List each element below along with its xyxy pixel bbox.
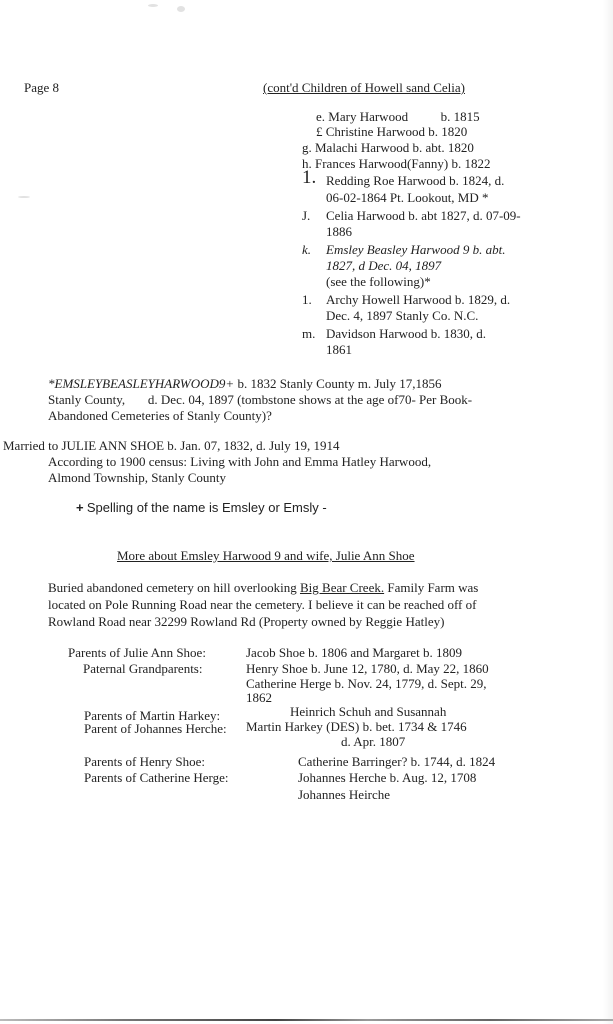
burial-line-2: located on Pole Running Road near the cemetery. I believe it can be reached off of (48, 597, 477, 612)
row-value: Catherine Herge b. Nov. 24, 1779, d. Sept. 29, (246, 676, 487, 691)
emsley-name: *EMSLEYBEASLEYHARWOOD9+ (48, 376, 235, 391)
spelling-note-text: Spelling of the name is Emsley or Emsly - (86, 500, 327, 515)
emsley-line-2: Stanly County, d. Dec. 04, 1897 (tombstone shows at the age of70- Per Book- (48, 392, 473, 407)
scan-smudge (177, 6, 185, 12)
emsley-line-3: Abandoned Cemeteries of Stanly County)? (48, 408, 272, 423)
row-label: Parent of Johannes Herche: (84, 721, 227, 736)
row-value: Heinrich Schuh and Susannah (290, 704, 447, 719)
list-item (302, 156, 490, 171)
emsley-birth-marriage: b. 1832 Stanly County m. July 17,1856 (234, 376, 442, 391)
item-label: £ (316, 124, 323, 139)
big-bear-creek-link: Big Bear Creek. (299, 580, 385, 595)
burial-line-3: Rowland Road near 32299 Rowland Rd (Property owned by Reggie Hatley) (48, 614, 445, 629)
item-label: k. (302, 242, 312, 257)
item-note: (see the following)* (326, 274, 431, 289)
item-text: 1886 (326, 224, 352, 239)
row-value: d. Apr. 1807 (341, 734, 406, 749)
scan-smudge (148, 4, 158, 7)
item-text: Davidson Harwood b. 1830, d. (326, 326, 486, 341)
row-label: Parents of Catherine Herge: (84, 770, 229, 785)
row-label: Parents of Henry Shoe: (84, 754, 205, 769)
item-label: h. (302, 156, 312, 171)
item-text: Mary Harwood b. 1815 (328, 109, 480, 124)
scan-smudge (18, 196, 30, 198)
item-label: g. (302, 140, 312, 155)
item-label: 1. (302, 167, 317, 188)
row-label: Parents of Julie Ann Shoe: (68, 645, 206, 660)
row-label: Paternal Grandparents: (83, 661, 203, 676)
row-value: Martin Harkey (DES) b. bet. 1734 & 1746 (246, 719, 467, 734)
item-label: m. (302, 326, 316, 341)
list-item (316, 124, 467, 139)
item-text: Dec. 4, 1897 Stanly Co. N.C. (326, 308, 479, 323)
scan-edge-shadow (603, 0, 613, 1024)
row-label: Parents of Martin Harkey: (84, 708, 221, 723)
row-value: 1862 (246, 690, 272, 705)
item-text: 1861 (326, 342, 352, 357)
burial-line-1 (48, 580, 478, 595)
item-text: Redding Roe Harwood b. 1824, d. (326, 173, 505, 188)
item-text: Celia Harwood b. abt 1827, d. 07-09- (326, 208, 521, 223)
row-value: Henry Shoe b. June 12, 1780, d. May 22, 1860 (246, 661, 489, 676)
row-value: Johannes Heirche (298, 787, 391, 802)
item-text: Emsley Beasley Harwood 9 b. abt. (326, 242, 506, 257)
item-text: 1827, d Dec. 04, 1897 (326, 258, 442, 273)
census-line: According to 1900 census: Living with John and Emma Hatley Harwood, (48, 454, 432, 469)
item-text: Malachi Harwood b. abt. 1820 (315, 140, 474, 155)
list-item (316, 109, 480, 124)
list-item (302, 140, 474, 155)
burial-text: Family Farm was (384, 580, 479, 595)
emsley-line-1 (48, 376, 442, 391)
item-text: Christine Harwood b. 1820 (325, 124, 468, 139)
item-label: 1. (302, 292, 312, 307)
section-title: (cont'd Children of Howell sand Celia) (263, 80, 465, 95)
spelling-note (76, 500, 327, 515)
item-text: 06-02-1864 Pt. Lookout, MD * (326, 190, 489, 205)
row-value: Jacob Shoe b. 1806 and Margaret b. 1809 (246, 645, 463, 660)
row-value: Catherine Barringer? b. 1744, d. 1824 (298, 754, 496, 769)
township-line: Almond Township, Stanly County (48, 470, 226, 485)
item-text: Frances Harwood(Fanny) b. 1822 (315, 156, 491, 171)
more-about-heading: More about Emsley Harwood 9 and wife, Julie Ann Shoe (117, 548, 415, 563)
page-number: Page 8 (24, 80, 60, 95)
marriage-line: Married to JULIE ANN SHOE b. Jan. 07, 1832, d. July 19, 1914 (3, 438, 340, 453)
item-label: e. (316, 109, 326, 124)
item-label: J. (302, 208, 311, 223)
item-text: Archy Howell Harwood b. 1829, d. (326, 292, 511, 307)
plus-symbol: + (76, 500, 84, 515)
page-bottom-edge (0, 1019, 613, 1021)
row-value: Johannes Herche b. Aug. 12, 1708 (298, 770, 477, 785)
burial-text: Buried abandoned cemetery on hill overlooking (48, 580, 300, 595)
